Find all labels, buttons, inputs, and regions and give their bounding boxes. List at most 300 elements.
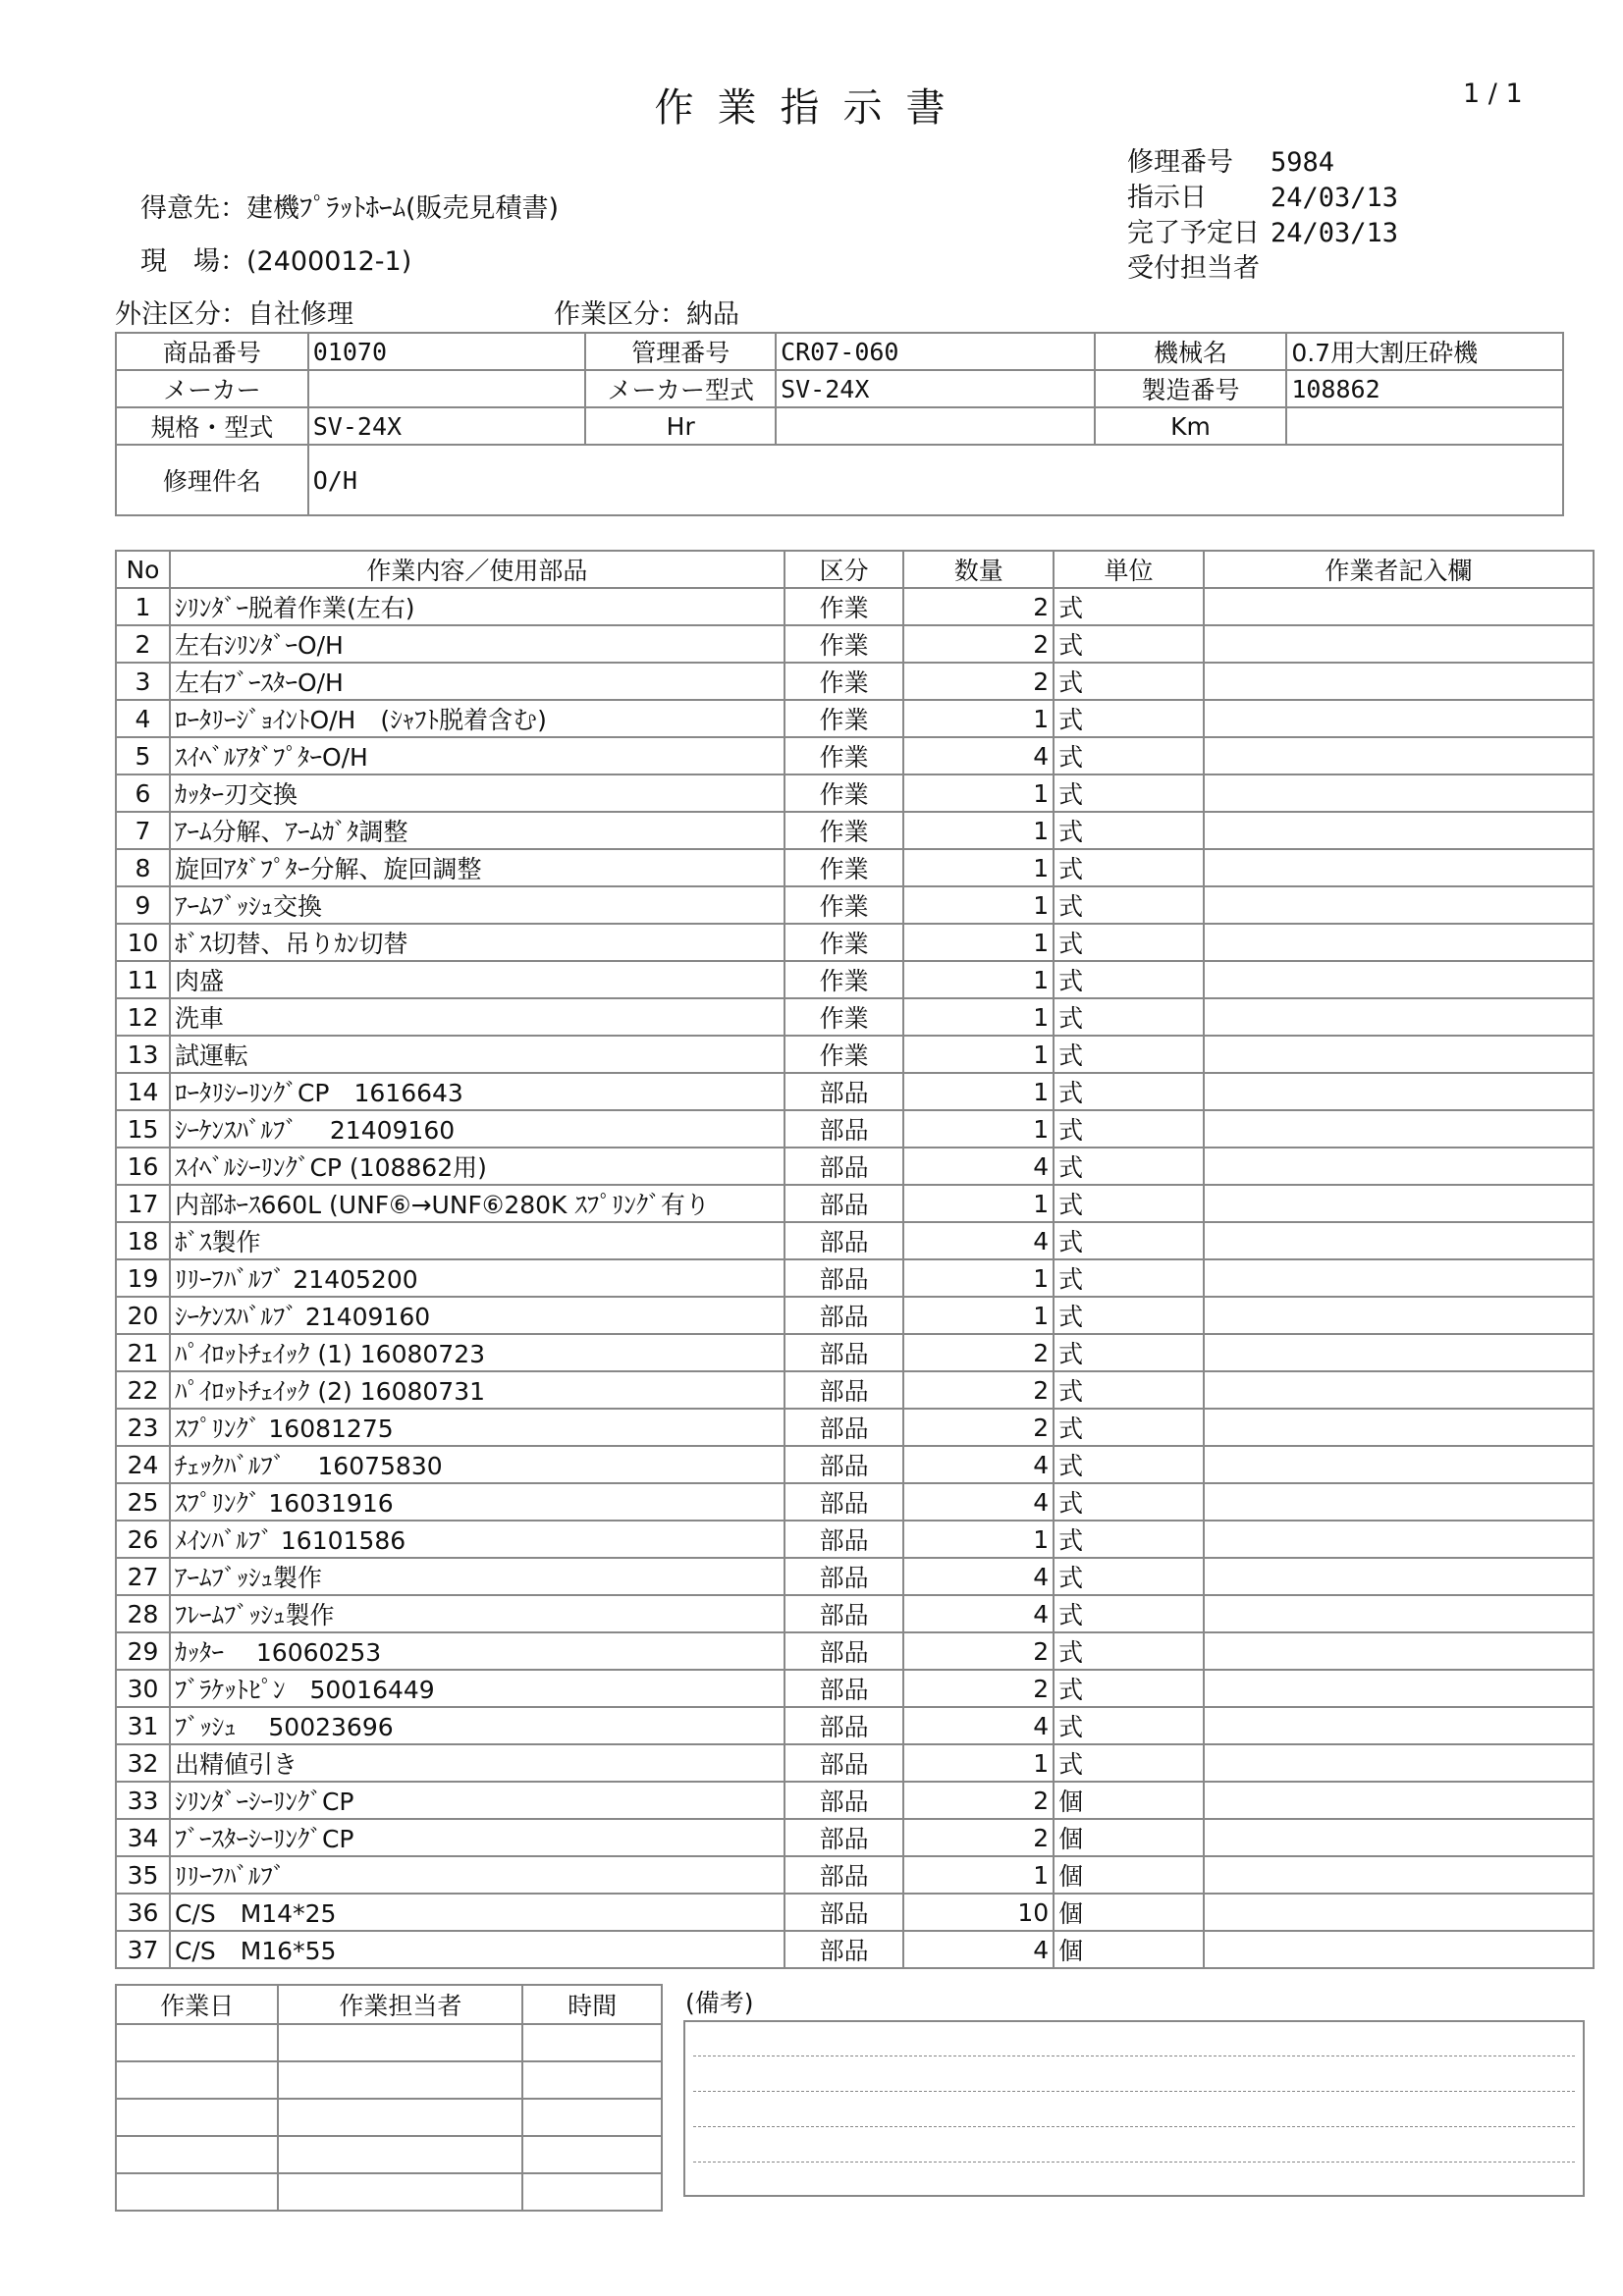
item-category: 部品 [784, 1558, 904, 1595]
item-category: 部品 [784, 1744, 904, 1782]
table-row [116, 663, 1594, 700]
work-log-table [115, 1984, 663, 2212]
work-log-cell [116, 2061, 278, 2099]
item-unit: 式 [1054, 1110, 1204, 1148]
item-quantity: 1 [903, 1073, 1054, 1110]
table-row [116, 1334, 1594, 1371]
item-unit: 式 [1054, 774, 1204, 812]
item-quantity: 4 [903, 1595, 1054, 1632]
item-unit: 式 [1054, 1036, 1204, 1073]
item-unit: 式 [1054, 924, 1204, 961]
item-category: 部品 [784, 1856, 904, 1894]
item-description: 左右ｼﾘﾝﾀﾞｰO/H [170, 625, 784, 663]
item-description: ﾘﾘｰﾌﾊﾞﾙﾌﾞ 21405200 [170, 1259, 784, 1297]
info-value: 108862 [1286, 370, 1563, 407]
worker-entry-cell [1204, 1856, 1594, 1894]
info-row [116, 333, 1563, 370]
items-header-row [116, 551, 1594, 588]
item-unit: 式 [1054, 1707, 1204, 1744]
item-unit: 式 [1054, 737, 1204, 774]
item-category: 作業 [784, 849, 904, 886]
item-no: 18 [116, 1222, 170, 1259]
item-unit: 式 [1054, 1185, 1204, 1222]
remarks-label: (備考) [685, 1989, 754, 2017]
info-value [308, 370, 586, 407]
header-field-label: 受付担当者 [1127, 253, 1260, 284]
item-description: 試運転 [170, 1036, 784, 1073]
item-category: 部品 [784, 1707, 904, 1744]
item-category: 作業 [784, 737, 904, 774]
worker-entry-cell [1204, 1670, 1594, 1707]
item-category: 作業 [784, 1036, 904, 1073]
info-label: 機械名 [1095, 333, 1287, 370]
page-title: 作業指示書 [654, 85, 969, 131]
column-header: 作業日 [116, 1985, 278, 2024]
item-no: 31 [116, 1707, 170, 1744]
item-category: 作業 [784, 774, 904, 812]
item-category: 部品 [784, 1222, 904, 1259]
item-no: 14 [116, 1073, 170, 1110]
table-row [116, 700, 1594, 737]
worker-entry-cell [1204, 1409, 1594, 1446]
item-description: C/S M16*55 [170, 1931, 784, 1968]
item-unit: 式 [1054, 625, 1204, 663]
item-category: 部品 [784, 1073, 904, 1110]
column-header: 作業内容／使用部品 [170, 551, 784, 588]
table-row [116, 1073, 1594, 1110]
item-quantity: 2 [903, 663, 1054, 700]
worker-entry-cell [1204, 1483, 1594, 1521]
item-description: 洗車 [170, 998, 784, 1036]
item-no: 37 [116, 1931, 170, 1968]
item-description: ｼｰｹﾝｽﾊﾞﾙﾌﾞ 21409160 [170, 1110, 784, 1148]
remarks-box [683, 2020, 1585, 2197]
table-row [116, 774, 1594, 812]
info-value: 0.7用大割圧砕機 [1286, 333, 1563, 370]
worker-entry-cell [1204, 1371, 1594, 1409]
item-unit: 個 [1054, 1856, 1204, 1894]
item-category: 部品 [784, 1521, 904, 1558]
work-log-cell [522, 2173, 662, 2211]
item-description: ﾘﾘｰﾌﾊﾞﾙﾌﾞ [170, 1856, 784, 1894]
item-quantity: 4 [903, 1446, 1054, 1483]
info-row [116, 407, 1563, 445]
item-description: ﾛｰﾀﾘｰｼﾞｮｲﾝﾄO/H (ｼｬﾌﾄ脱着含む) [170, 700, 784, 737]
item-category: 部品 [784, 1185, 904, 1222]
work-log-row [116, 2099, 662, 2136]
item-quantity: 1 [903, 1521, 1054, 1558]
item-no: 19 [116, 1259, 170, 1297]
item-category: 部品 [784, 1297, 904, 1334]
column-header: 区分 [784, 551, 904, 588]
column-header: 作業担当者 [278, 1985, 522, 2024]
item-no: 17 [116, 1185, 170, 1222]
item-no: 32 [116, 1744, 170, 1782]
item-description: ﾌﾞｯｼｭ 50023696 [170, 1707, 784, 1744]
item-quantity: 10 [903, 1894, 1054, 1931]
item-category: 部品 [784, 1931, 904, 1968]
item-unit: 式 [1054, 1371, 1204, 1409]
table-row [116, 1931, 1594, 1968]
remarks-dotted-line [693, 2126, 1575, 2127]
item-unit: 式 [1054, 812, 1204, 849]
item-quantity: 4 [903, 1931, 1054, 1968]
info-label: Km [1095, 407, 1287, 445]
item-quantity: 2 [903, 1670, 1054, 1707]
table-row [116, 1819, 1594, 1856]
item-category: 作業 [784, 924, 904, 961]
table-row [116, 1148, 1594, 1185]
item-unit: 式 [1054, 998, 1204, 1036]
item-description: ｽｲﾍﾞﾙｼｰﾘﾝｸﾞCP (108862用) [170, 1148, 784, 1185]
column-header: 数量 [903, 551, 1054, 588]
info-value: SV-24X [308, 407, 586, 445]
info-label: メーカー型式 [585, 370, 776, 407]
item-category: 作業 [784, 998, 904, 1036]
item-description: ｽﾌﾟﾘﾝｸﾞ 16031916 [170, 1483, 784, 1521]
item-no: 33 [116, 1782, 170, 1819]
item-no: 15 [116, 1110, 170, 1148]
item-no: 6 [116, 774, 170, 812]
item-description: ｽﾌﾟﾘﾝｸﾞ 16081275 [170, 1409, 784, 1446]
info-table [115, 332, 1564, 516]
item-description: ｼｰｹﾝｽﾊﾞﾙﾌﾞ 21409160 [170, 1297, 784, 1334]
item-description: C/S M14*25 [170, 1894, 784, 1931]
item-category: 作業 [784, 625, 904, 663]
item-quantity: 1 [903, 774, 1054, 812]
item-quantity: 2 [903, 1409, 1054, 1446]
work-log-cell [116, 2099, 278, 2136]
item-category: 部品 [784, 1259, 904, 1297]
item-no: 24 [116, 1446, 170, 1483]
table-row [116, 1856, 1594, 1894]
table-row [116, 1297, 1594, 1334]
item-no: 10 [116, 924, 170, 961]
item-quantity: 1 [903, 849, 1054, 886]
item-category: 部品 [784, 1483, 904, 1521]
worker-entry-cell [1204, 774, 1594, 812]
item-category: 作業 [784, 886, 904, 924]
info-value: SV-24X [776, 370, 1095, 407]
item-description: ｼﾘﾝﾀﾞｰｼｰﾘﾝｸﾞCP [170, 1782, 784, 1819]
work-log-row [116, 2024, 662, 2061]
table-row [116, 737, 1594, 774]
item-no: 16 [116, 1148, 170, 1185]
page-number: 1 / 1 [1463, 79, 1523, 109]
worker-entry-cell [1204, 998, 1594, 1036]
item-unit: 式 [1054, 700, 1204, 737]
item-category: 部品 [784, 1670, 904, 1707]
worker-entry-cell [1204, 1222, 1594, 1259]
item-unit: 式 [1054, 1073, 1204, 1110]
work-log-cell [522, 2099, 662, 2136]
work-log-cell [278, 2173, 522, 2211]
item-category: 作業 [784, 663, 904, 700]
info-row [116, 370, 1563, 407]
work-log-row [116, 2136, 662, 2173]
item-unit: 式 [1054, 1670, 1204, 1707]
item-category: 部品 [784, 1819, 904, 1856]
table-row [116, 1670, 1594, 1707]
worker-entry-cell [1204, 1446, 1594, 1483]
item-category: 部品 [784, 1446, 904, 1483]
info-value: O/H [308, 445, 1563, 515]
work-log-cell [522, 2136, 662, 2173]
item-unit: 個 [1054, 1931, 1204, 1968]
header-right-block [1127, 145, 1398, 287]
table-row [116, 1707, 1594, 1744]
item-quantity: 4 [903, 1148, 1054, 1185]
item-description: ﾁｪｯｸﾊﾞﾙﾌﾞ 16075830 [170, 1446, 784, 1483]
header-field-label: 指示日 [1127, 183, 1207, 213]
worker-entry-cell [1204, 663, 1594, 700]
header-field-value: 24/03/13 [1271, 218, 1399, 248]
header-field-value: 24/03/13 [1271, 183, 1399, 213]
header-field-label: 修理番号 [1127, 147, 1233, 178]
column-header: 時間 [522, 1985, 662, 2024]
worker-entry-cell [1204, 1148, 1594, 1185]
worker-entry-cell [1204, 1595, 1594, 1632]
item-description: ﾌﾞﾗｹｯﾄﾋﾟﾝ 50016449 [170, 1670, 784, 1707]
info-label: 修理件名 [116, 445, 308, 515]
info-label: 管理番号 [585, 333, 776, 370]
item-no: 7 [116, 812, 170, 849]
info-row [116, 445, 1563, 515]
header-field [1127, 216, 1398, 251]
item-no: 12 [116, 998, 170, 1036]
table-row [116, 1185, 1594, 1222]
item-no: 27 [116, 1558, 170, 1595]
item-category: 作業 [784, 588, 904, 625]
item-description: ｽｲﾍﾞﾙｱﾀﾞﾌﾟﾀｰO/H [170, 737, 784, 774]
item-quantity: 1 [903, 1744, 1054, 1782]
item-quantity: 1 [903, 961, 1054, 998]
item-category: 部品 [784, 1110, 904, 1148]
item-unit: 式 [1054, 663, 1204, 700]
table-row [116, 1782, 1594, 1819]
worker-entry-cell [1204, 961, 1594, 998]
item-unit: 式 [1054, 1297, 1204, 1334]
table-row [116, 886, 1594, 924]
remarks-dotted-line [693, 2162, 1575, 2163]
item-no: 9 [116, 886, 170, 924]
item-quantity: 2 [903, 1371, 1054, 1409]
worker-entry-cell [1204, 1931, 1594, 1968]
item-no: 20 [116, 1297, 170, 1334]
remarks-dotted-line [693, 2091, 1575, 2092]
table-row [116, 1110, 1594, 1148]
item-no: 29 [116, 1632, 170, 1670]
worker-entry-cell [1204, 1744, 1594, 1782]
table-row [116, 961, 1594, 998]
item-no: 5 [116, 737, 170, 774]
item-category: 部品 [784, 1632, 904, 1670]
item-unit: 式 [1054, 1148, 1204, 1185]
column-header: 作業者記入欄 [1204, 551, 1594, 588]
work-log-cell [522, 2061, 662, 2099]
item-category: 部品 [784, 1371, 904, 1409]
item-unit: 個 [1054, 1894, 1204, 1931]
worker-entry-cell [1204, 1036, 1594, 1073]
item-description: 肉盛 [170, 961, 784, 998]
item-description: ｶｯﾀｰ 16060253 [170, 1632, 784, 1670]
worker-entry-cell [1204, 1707, 1594, 1744]
item-description: ｶｯﾀｰ刃交換 [170, 774, 784, 812]
item-quantity: 2 [903, 1819, 1054, 1856]
item-no: 28 [116, 1595, 170, 1632]
table-row [116, 1371, 1594, 1409]
item-unit: 式 [1054, 588, 1204, 625]
item-quantity: 1 [903, 1856, 1054, 1894]
item-unit: 個 [1054, 1782, 1204, 1819]
item-no: 3 [116, 663, 170, 700]
item-no: 21 [116, 1334, 170, 1371]
work-type-label: 作業区分：納品 [554, 299, 739, 330]
worker-entry-cell [1204, 700, 1594, 737]
item-quantity: 4 [903, 737, 1054, 774]
worker-entry-cell [1204, 1632, 1594, 1670]
item-description: ﾌﾞｰｽﾀｰｼｰﾘﾝｸﾞCP [170, 1819, 784, 1856]
info-label: メーカー [116, 370, 308, 407]
item-description: ｱｰﾑﾌﾞｯｼｭ交換 [170, 886, 784, 924]
work-log-cell [278, 2136, 522, 2173]
item-quantity: 1 [903, 1036, 1054, 1073]
items-table [115, 550, 1595, 1969]
item-description: ﾎﾞｽ製作 [170, 1222, 784, 1259]
table-row [116, 1632, 1594, 1670]
item-category: 部品 [784, 1148, 904, 1185]
item-quantity: 2 [903, 1632, 1054, 1670]
worker-entry-cell [1204, 1073, 1594, 1110]
item-unit: 式 [1054, 1595, 1204, 1632]
column-header: No [116, 551, 170, 588]
table-row [116, 1521, 1594, 1558]
item-no: 30 [116, 1670, 170, 1707]
item-quantity: 1 [903, 924, 1054, 961]
table-row [116, 1894, 1594, 1931]
worker-entry-cell [1204, 1558, 1594, 1595]
item-no: 25 [116, 1483, 170, 1521]
column-header: 単位 [1054, 551, 1204, 588]
item-no: 11 [116, 961, 170, 998]
item-unit: 式 [1054, 1222, 1204, 1259]
work-log-row [116, 2173, 662, 2211]
item-description: ﾊﾟｲﾛｯﾄﾁｪｲｯｸ (1) 16080723 [170, 1334, 784, 1371]
item-quantity: 1 [903, 1185, 1054, 1222]
item-unit: 式 [1054, 1409, 1204, 1446]
worker-entry-cell [1204, 1185, 1594, 1222]
header-field [1127, 181, 1398, 216]
item-no: 26 [116, 1521, 170, 1558]
item-description: ｼﾘﾝﾀﾞｰ脱着作業(左右) [170, 588, 784, 625]
item-no: 35 [116, 1856, 170, 1894]
item-quantity: 4 [903, 1222, 1054, 1259]
item-description: 旋回ｱﾀﾞﾌﾟﾀｰ分解、旋回調整 [170, 849, 784, 886]
table-row [116, 1036, 1594, 1073]
item-quantity: 1 [903, 886, 1054, 924]
item-quantity: 1 [903, 1297, 1054, 1334]
table-row [116, 1409, 1594, 1446]
item-description: ﾌﾚｰﾑﾌﾞｯｼｭ製作 [170, 1595, 784, 1632]
worker-entry-cell [1204, 1521, 1594, 1558]
worker-entry-cell [1204, 1819, 1594, 1856]
item-category: 部品 [784, 1595, 904, 1632]
worker-entry-cell [1204, 1110, 1594, 1148]
item-unit: 式 [1054, 961, 1204, 998]
table-row [116, 625, 1594, 663]
item-description: ｱｰﾑ分解、ｱｰﾑｶﾞﾀ調整 [170, 812, 784, 849]
item-unit: 式 [1054, 849, 1204, 886]
item-unit: 式 [1054, 1259, 1204, 1297]
item-unit: 式 [1054, 1483, 1204, 1521]
item-unit: 式 [1054, 1446, 1204, 1483]
table-row [116, 924, 1594, 961]
info-value: CR07-060 [776, 333, 1095, 370]
item-no: 2 [116, 625, 170, 663]
item-quantity: 1 [903, 812, 1054, 849]
item-quantity: 4 [903, 1707, 1054, 1744]
worker-entry-cell [1204, 588, 1594, 625]
header-field [1127, 145, 1398, 181]
worker-entry-cell [1204, 737, 1594, 774]
item-no: 34 [116, 1819, 170, 1856]
table-row [116, 1483, 1594, 1521]
item-quantity: 2 [903, 1334, 1054, 1371]
table-row [116, 1744, 1594, 1782]
item-description: 出精値引き [170, 1744, 784, 1782]
item-quantity: 4 [903, 1558, 1054, 1595]
worker-entry-cell [1204, 924, 1594, 961]
worker-entry-cell [1204, 812, 1594, 849]
work-log-cell [116, 2173, 278, 2211]
item-no: 23 [116, 1409, 170, 1446]
work-log-cell [278, 2024, 522, 2061]
item-description: ﾒｲﾝﾊﾞﾙﾌﾞ 16101586 [170, 1521, 784, 1558]
item-unit: 式 [1054, 1744, 1204, 1782]
worker-entry-cell [1204, 1334, 1594, 1371]
table-row [116, 1446, 1594, 1483]
worker-entry-cell [1204, 1782, 1594, 1819]
site-label: 現 場：(2400012-1) [140, 246, 412, 277]
item-quantity: 4 [903, 1483, 1054, 1521]
outsource-label: 外注区分：自社修理 [115, 299, 353, 330]
header-field-label: 完了予定日 [1127, 218, 1260, 248]
item-description: ｱｰﾑﾌﾞｯｼｭ製作 [170, 1558, 784, 1595]
info-label: 商品番号 [116, 333, 308, 370]
worker-entry-cell [1204, 1894, 1594, 1931]
item-no: 22 [116, 1371, 170, 1409]
table-row [116, 849, 1594, 886]
info-value [776, 407, 1095, 445]
info-label: 製造番号 [1095, 370, 1287, 407]
item-unit: 式 [1054, 1334, 1204, 1371]
item-quantity: 2 [903, 625, 1054, 663]
item-description: 左右ﾌﾞｰｽﾀｰO/H [170, 663, 784, 700]
work-log-cell [278, 2099, 522, 2136]
item-category: 作業 [784, 961, 904, 998]
item-description: ﾛｰﾀﾘｼｰﾘﾝｸﾞCP 1616643 [170, 1073, 784, 1110]
item-quantity: 1 [903, 1259, 1054, 1297]
item-category: 部品 [784, 1409, 904, 1446]
item-category: 部品 [784, 1782, 904, 1819]
item-quantity: 1 [903, 998, 1054, 1036]
item-description: 内部ﾎｰｽ660L (UNF⑥→UNF⑥280K ｽﾌﾟﾘﾝｸﾞ有り [170, 1185, 784, 1222]
item-no: 13 [116, 1036, 170, 1073]
header-field-value: 5984 [1271, 147, 1335, 178]
item-category: 作業 [784, 812, 904, 849]
item-no: 4 [116, 700, 170, 737]
item-category: 部品 [784, 1894, 904, 1931]
